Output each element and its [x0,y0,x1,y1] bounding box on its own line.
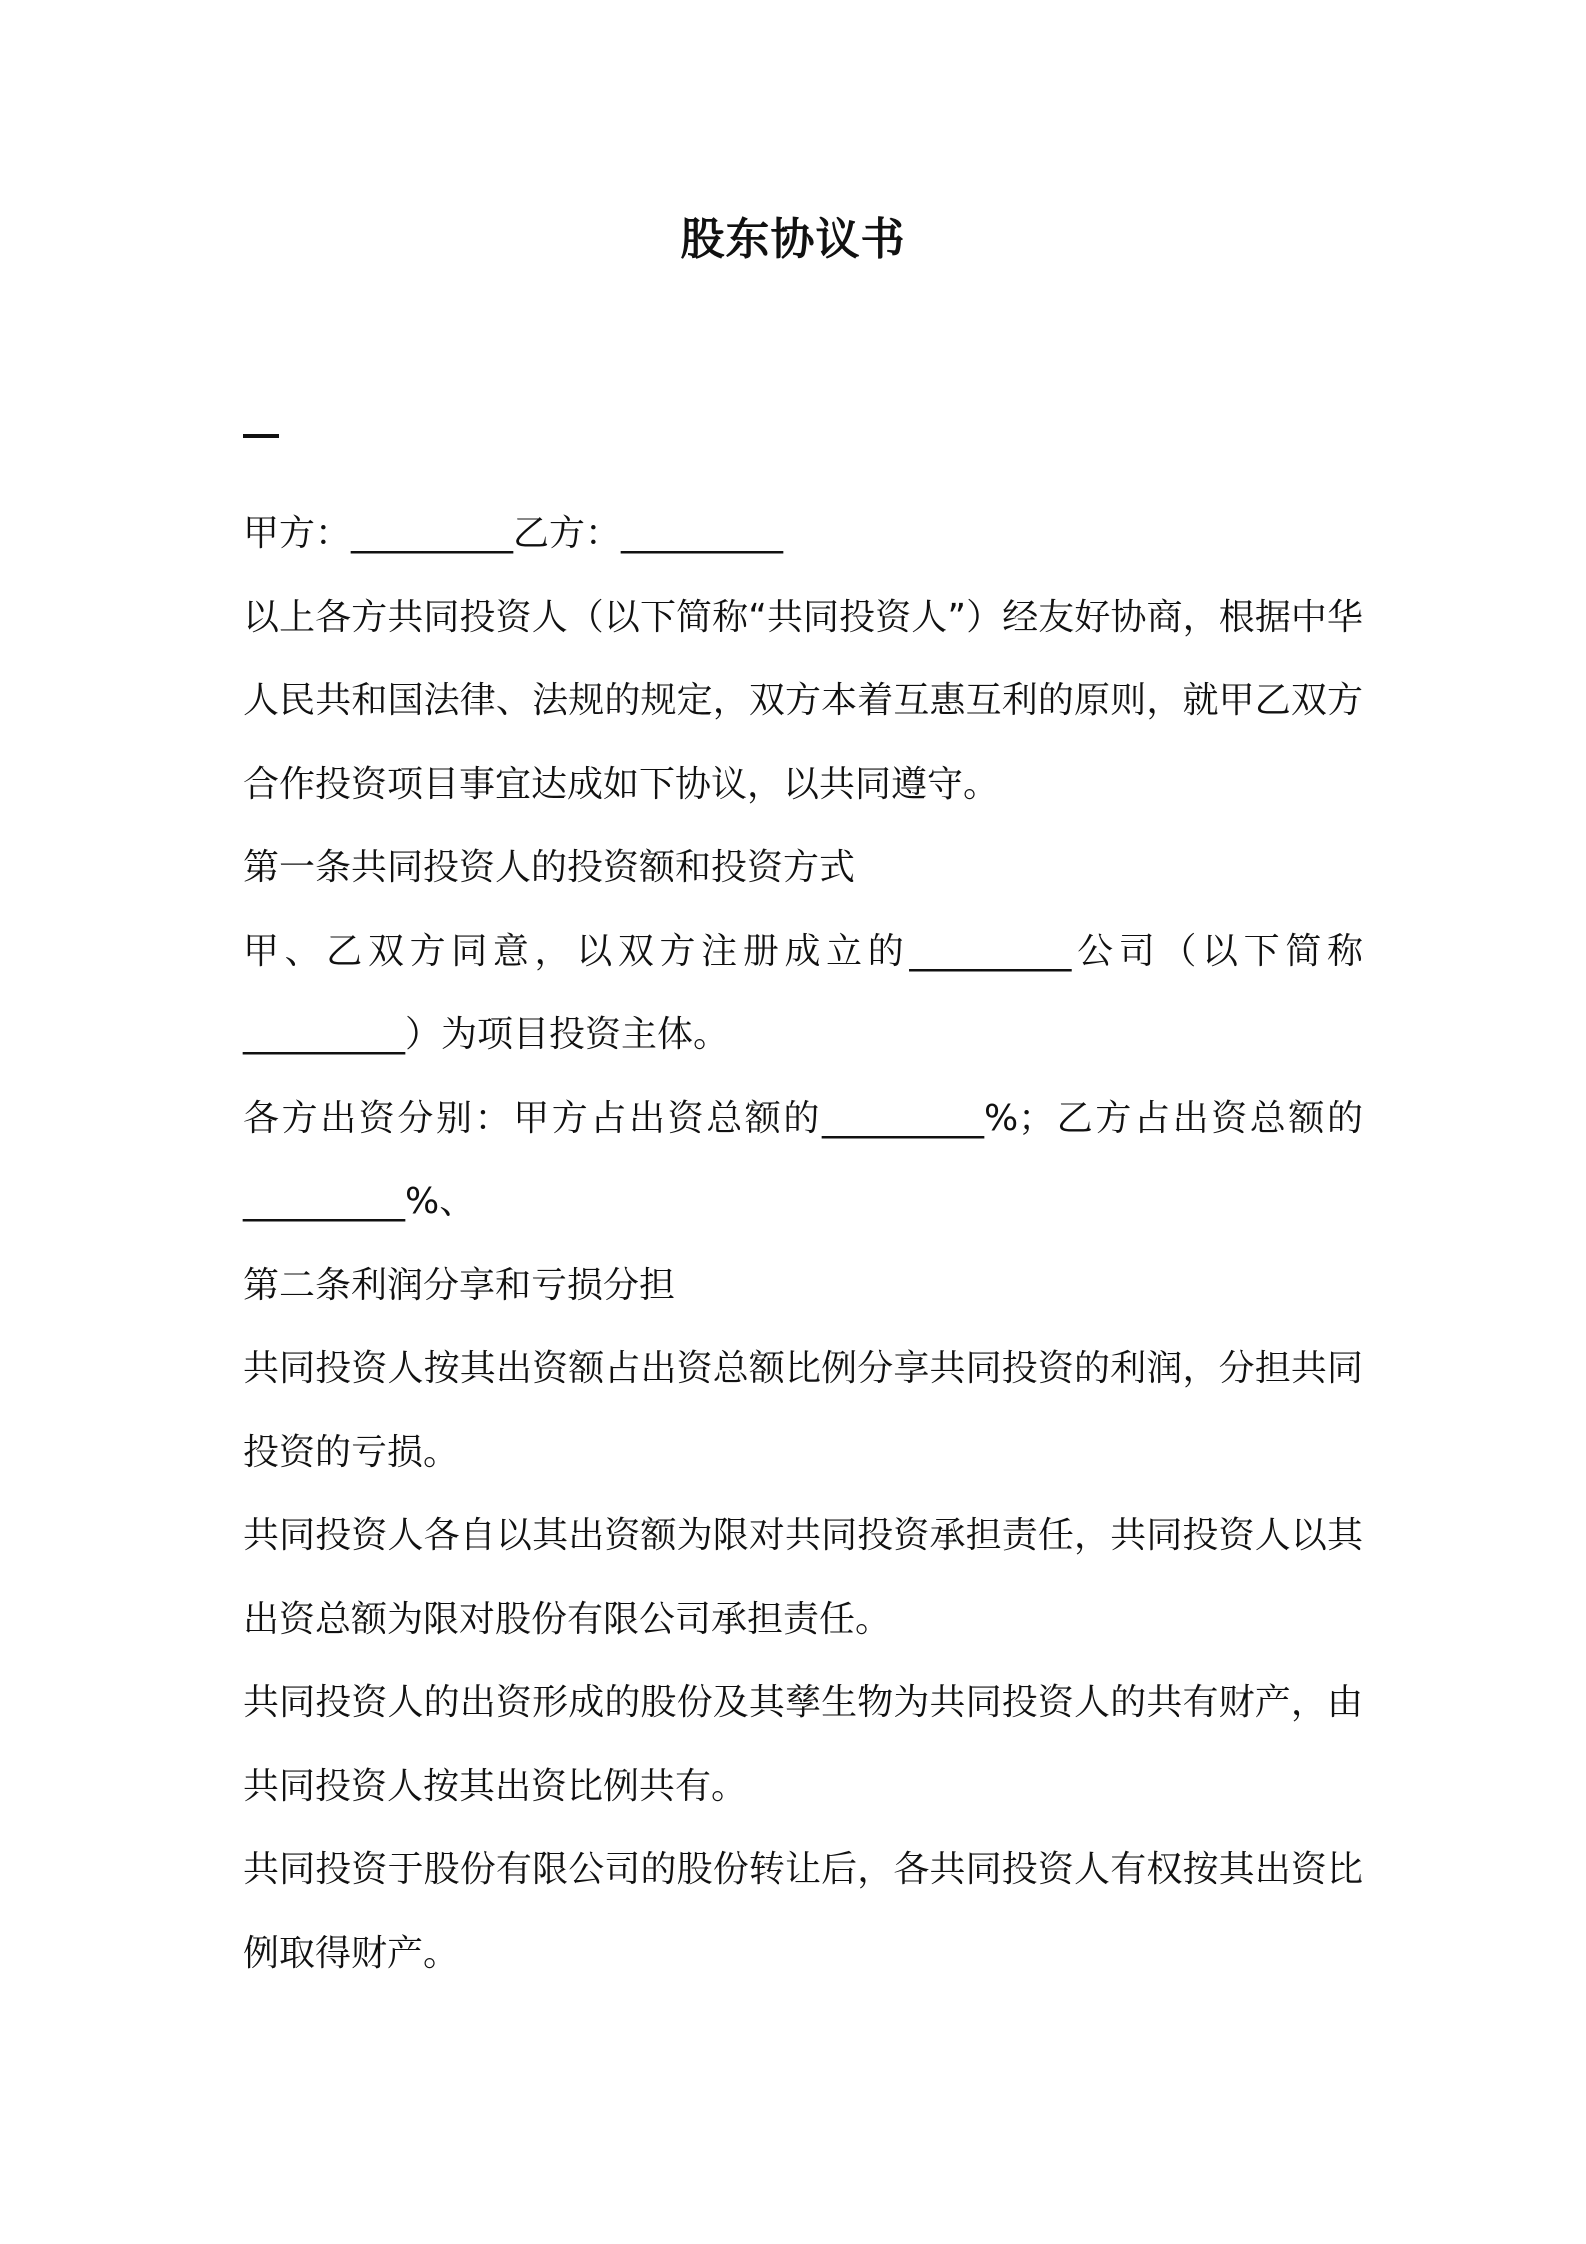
preamble-paragraph: 以上各方共同投资人（以下简称“共同投资人”）经友好协商，根据中华人民共和国法律、法规的规定，双方本着互惠互利的原则，就甲乙双方合作投资项目事宜达成如下协议，以共同遵守。 [243,596,1363,805]
article-1-heading: 第一条共同投资人的投资额和投资方式 [243,847,856,888]
parties-line: 甲方：_________乙方：_________ [243,513,784,554]
document-title: 股东协议书 [680,214,906,265]
article-2-heading: 第二条利润分享和亏损分担 [243,1264,676,1306]
section-dash [243,434,279,438]
document-body [243,492,1363,1995]
article-1-paragraph-2: 各方出资分别：甲方占出资总额的_________%；乙方占出资总额的_________%、 [243,1097,1363,1222]
article-2-paragraph-3: 共同投资人的出资形成的股份及其孳生物为共同投资人的共有财产，由共同投资人按其出资比例共有。 [243,1682,1363,1807]
article-2-paragraph-2: 共同投资人各自以其出资额为限对共同投资承担责任，共同投资人以其出资总额为限对股份有限公司承担责任。 [243,1515,1363,1640]
article-2-paragraph-1: 共同投资人按其出资额占出资总额比例分享共同投资的利润，分担共同投资的亏损。 [243,1348,1363,1473]
article-1-paragraph-1: 甲、乙双方同意，以双方注册成立的_________公司（以下简称_________）为项目投资主体。 [243,930,1363,1055]
article-2-paragraph-4: 共同投资于股份有限公司的股份转让后，各共同投资人有权按其出资比例取得财产。 [243,1849,1363,1974]
